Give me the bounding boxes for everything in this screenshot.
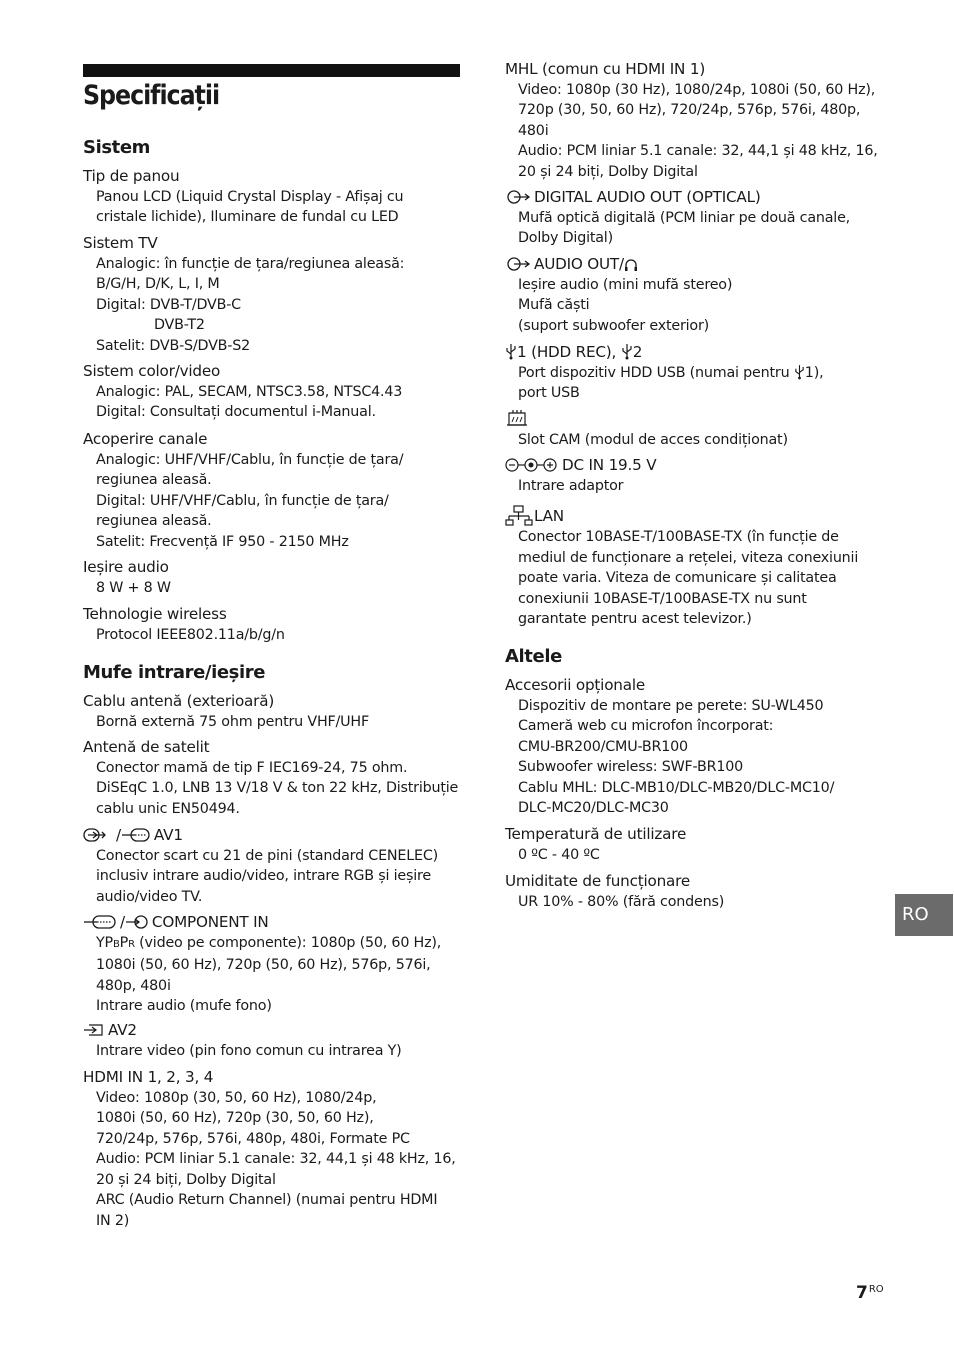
usb-icon <box>505 343 517 360</box>
spec-line: Digital: Consultați documentul i-Manual. <box>96 404 376 420</box>
spec-line: 20 și 24 biți, Dolby Digital <box>96 1171 276 1188</box>
spec-line: (suport subwoofer exterior) <box>518 317 710 334</box>
spec-line: garantate pentru acest televizor.) <box>518 611 752 627</box>
spec-audio-out <box>505 254 890 336</box>
spec-body <box>505 275 890 337</box>
spec-line: Conector scart cu 21 de pini (standard CENELEC) <box>96 847 439 864</box>
page-number-suffix: RO <box>868 1284 884 1295</box>
ypbpr-p: P <box>119 934 129 951</box>
spec-body <box>83 450 461 553</box>
spec-line: CMU-BR200/CMU-BR100 <box>518 738 688 755</box>
audio-out-label: AUDIO OUT/ <box>534 255 624 273</box>
spec-line: Intrare audio (mufe fono) <box>96 998 272 1014</box>
spec-line: Subwoofer wireless: SWF-BR100 <box>518 759 744 775</box>
spec-title: Antenă de satelit <box>83 738 210 756</box>
spec-body <box>83 187 461 228</box>
dc-polarity-icon <box>505 457 559 473</box>
spec-body <box>83 846 461 908</box>
spec-line: 480i <box>518 122 549 139</box>
usb-icon <box>621 343 633 360</box>
spec-temperatura <box>505 824 890 865</box>
av-input-output-icon <box>83 827 113 843</box>
spec-title <box>505 455 890 476</box>
spec-line: Ieșire audio (mini mufă stereo) <box>518 276 733 293</box>
spec-sistem-color <box>83 361 461 423</box>
spec-line: Protocol IEEE802.11a/b/g/n <box>96 626 285 643</box>
spec-body <box>505 208 890 249</box>
spec-cam-slot <box>505 409 890 450</box>
spec-body <box>83 254 461 357</box>
spec-line: Audio: PCM liniar 5.1 canale: 32, 44,1 și 48 kHz, 16, <box>96 1151 456 1167</box>
spec-body <box>505 80 890 183</box>
spec-line: 1080i (50, 60 Hz), 720p (30, 50, 60 Hz), <box>96 1110 374 1126</box>
headphones-icon <box>624 258 638 272</box>
spec-umiditate <box>505 871 890 912</box>
av1-label: AV1 <box>153 826 183 844</box>
spec-title <box>83 1020 461 1041</box>
spec-body <box>83 758 461 820</box>
spec-title: Tip de panou <box>83 167 180 185</box>
spec-title: Acoperire canale <box>83 430 208 448</box>
section-title-mufe: Mufe intrare/ieșire <box>83 662 266 683</box>
spec-line: Cablu MHL: DLC-MB10/DLC-MB20/DLC-MC10/ <box>518 779 835 796</box>
spec-body <box>505 845 890 866</box>
spec-title: Cablu antenă (exterioară) <box>83 692 275 710</box>
spec-line: 720p (30, 50, 60 Hz), 720/24p, 576p, 576i, 480p, <box>518 102 861 118</box>
spec-line-part: Port dispozitiv HDD USB (numai pentru <box>518 364 794 381</box>
cam-slot-icon <box>505 409 529 427</box>
spec-body <box>83 382 461 423</box>
spec-line: Analogic: UHF/VHF/Cablu, în funcție de țara/ <box>96 451 404 468</box>
spec-line: DLC-MC20/DLC-MC30 <box>518 800 669 816</box>
spec-line: Digital: UHF/VHF/Cablu, în funcție de țara/ <box>96 492 389 509</box>
title-bar-decoration <box>83 64 460 77</box>
spec-line: audio/video TV. <box>96 888 203 905</box>
spec-line: conexiunii 10BASE-T/100BASE-TX nu sunt <box>518 590 807 607</box>
av2-label: AV2 <box>108 1021 137 1039</box>
spec-component-in <box>83 912 461 1017</box>
spec-line: UR 10% - 80% (fără condens) <box>518 893 725 910</box>
spec-line: B/G/H, D/K, L, I, M <box>96 276 220 292</box>
spec-body <box>83 1041 461 1062</box>
spec-usb <box>505 342 890 404</box>
component-label: COMPONENT IN <box>151 913 269 931</box>
spec-digital-audio-out <box>505 187 890 249</box>
spec-line: Conector mamă de tip F IEC169-24, 75 ohm. <box>96 759 408 776</box>
spec-line: IN 2) <box>96 1212 130 1229</box>
spec-line <box>518 363 890 384</box>
spec-line: Dispozitiv de montare pe perete: SU-WL450 <box>518 697 824 714</box>
spec-lan <box>505 505 890 630</box>
spec-line: 1080i (50, 60 Hz), 720p (50, 60 Hz), 576p, 576i, <box>96 957 431 973</box>
spec-body <box>505 696 890 819</box>
spec-title <box>505 187 890 208</box>
spec-title: Temperatură de utilizare <box>505 825 687 843</box>
spec-cablu-antena <box>83 691 461 732</box>
spec-line-part: 1), <box>804 364 824 381</box>
spec-line: Intrare adaptor <box>518 477 624 494</box>
spec-line <box>96 933 461 956</box>
spec-body <box>505 430 890 451</box>
spec-wireless <box>83 604 461 645</box>
audio-input-icon <box>125 914 149 930</box>
spec-line: Slot CAM (modul de acces condiționat) <box>518 431 788 448</box>
spec-line: mediul de funcționare a rețelei, viteza conexiunii <box>518 549 859 566</box>
spec-line: Analogic: în funcție de țara/regiunea aleasă: <box>96 255 405 272</box>
spec-title: Accesorii opționale <box>505 676 645 694</box>
network-icon <box>505 505 533 527</box>
video-input-icon <box>83 914 117 930</box>
spec-line: DiSEqC 1.0, LNB 13 V/18 V & ton 22 kHz, Distribuție <box>96 780 459 796</box>
spec-body <box>83 578 461 599</box>
spec-body <box>83 933 461 1017</box>
spec-line: ARC (Audio Return Channel) (numai pentru HDMI <box>96 1192 438 1208</box>
spec-body <box>83 625 461 646</box>
spec-line: 8 W + 8 W <box>96 579 171 596</box>
spec-title <box>505 409 890 430</box>
spec-body <box>83 712 461 733</box>
ypbpr-r: R <box>128 938 135 950</box>
page-number-value: 7 <box>856 1283 868 1303</box>
separator: / <box>120 913 125 931</box>
section-title-sistem: Sistem <box>83 137 151 158</box>
spec-line: Mufă căști <box>518 297 590 313</box>
spec-title: Sistem color/video <box>83 362 221 380</box>
dc-in-label: DC IN 19.5 V <box>562 456 657 474</box>
usb-2-label: 2 <box>632 343 643 361</box>
spec-title: Ieșire audio <box>83 558 169 576</box>
page-number <box>856 1283 884 1303</box>
spec-title <box>505 505 890 527</box>
spec-body <box>505 892 890 913</box>
spec-line: Analogic: PAL, SECAM, NTSC3.58, NTSC4.43 <box>96 383 403 400</box>
spec-title: MHL (comun cu HDMI IN 1) <box>505 60 706 78</box>
spec-title: Tehnologie wireless <box>83 605 227 623</box>
spec-line: 720/24p, 576p, 576i, 480p, 480i, Formate PC <box>96 1130 410 1147</box>
spec-dc-in <box>505 455 890 496</box>
spec-hdmi-in <box>83 1067 461 1231</box>
page-title: Specificații <box>83 80 220 111</box>
spec-title <box>83 912 461 933</box>
spec-line: Video: 1080p (30 Hz), 1080/24p, 1080i (50, 60 Hz), <box>518 81 876 98</box>
spec-antena-satelit <box>83 737 461 819</box>
usb-icon <box>794 364 805 380</box>
spec-av2 <box>83 1020 461 1061</box>
spec-line: cristale lichide), Iluminare de fundal cu LED <box>96 209 399 225</box>
spec-body <box>83 1088 461 1232</box>
spec-line: Satelit: Frecvență IF 950 - 2150 MHz <box>96 533 349 550</box>
spec-line: Bornă externă 75 ohm pentru VHF/UHF <box>96 713 369 730</box>
spec-line: 480p, 480i <box>96 977 171 994</box>
spec-title: Umiditate de funcționare <box>505 872 690 890</box>
ypbpr-y: YP <box>96 934 113 951</box>
spec-line: poate varia. Viteza de comunicare și calitatea <box>518 570 837 586</box>
spec-line: 0 ºC - 40 ºC <box>518 846 600 863</box>
spec-line: regiunea aleasă. <box>96 513 212 529</box>
output-icon <box>505 256 531 272</box>
usb-1-label: 1 (HDD REC), <box>517 343 621 361</box>
spec-mhl <box>505 59 890 182</box>
lan-label: LAN <box>534 507 564 525</box>
optical-label: DIGITAL AUDIO OUT (OPTICAL) <box>534 188 761 206</box>
spec-line: Mufă optică digitală (PCM liniar pe două canale, <box>518 209 851 226</box>
spec-title: Sistem TV <box>83 234 158 252</box>
section-title-altele: Altele <box>505 646 562 667</box>
video-input-icon <box>121 827 151 843</box>
spec-line: 20 și 24 biți, Dolby Digital <box>518 163 698 180</box>
spec-line: cablu unic EN50494. <box>96 800 240 817</box>
language-tab: RO <box>895 894 953 936</box>
spec-line: regiunea aleasă. <box>96 472 212 488</box>
spec-line: Digital: DVB-T/DVB-C <box>96 296 241 313</box>
spec-line: DVB-T2 <box>154 317 205 333</box>
ypbpr-b: B <box>112 938 120 950</box>
output-icon <box>505 189 531 205</box>
separator: / <box>116 826 121 844</box>
spec-tip-panou <box>83 166 461 228</box>
spec-body <box>505 363 890 404</box>
spec-iesire-audio <box>83 557 461 598</box>
spec-body <box>505 476 890 497</box>
spec-title: HDMI IN 1, 2, 3, 4 <box>83 1068 214 1086</box>
spec-title <box>83 825 461 846</box>
spec-line: port USB <box>518 385 580 401</box>
spec-av1 <box>83 825 461 907</box>
spec-sistem-tv <box>83 233 461 356</box>
spec-line: Audio: PCM liniar 5.1 canale: 32, 44,1 și 48 kHz, 16, <box>518 143 878 159</box>
spec-accesorii <box>505 675 890 819</box>
spec-body <box>505 527 890 630</box>
spec-line: Intrare video (pin fono comun cu intrarea Y) <box>96 1042 402 1059</box>
spec-line: Satelit: DVB-S/DVB-S2 <box>96 337 251 354</box>
spec-line: inclusiv intrare audio/video, intrare RGB și ieșire <box>96 868 431 884</box>
spec-line: Dolby Digital) <box>518 230 613 246</box>
spec-line-rest: (video pe componente): 1080p (50, 60 Hz), <box>134 934 442 951</box>
spec-title <box>505 254 890 275</box>
spec-line: Conector 10BASE-T/100BASE-TX (în funcție de <box>518 529 839 545</box>
spec-line: Cameră web cu microfon încorporat: <box>518 718 774 734</box>
spec-title <box>505 342 890 363</box>
spec-line: Panou LCD (Liquid Crystal Display - Afișaj cu <box>96 188 404 205</box>
spec-line: Video: 1080p (30, 50, 60 Hz), 1080/24p, <box>96 1089 377 1106</box>
spec-acoperire-canale <box>83 429 461 552</box>
input-icon <box>83 1022 105 1038</box>
